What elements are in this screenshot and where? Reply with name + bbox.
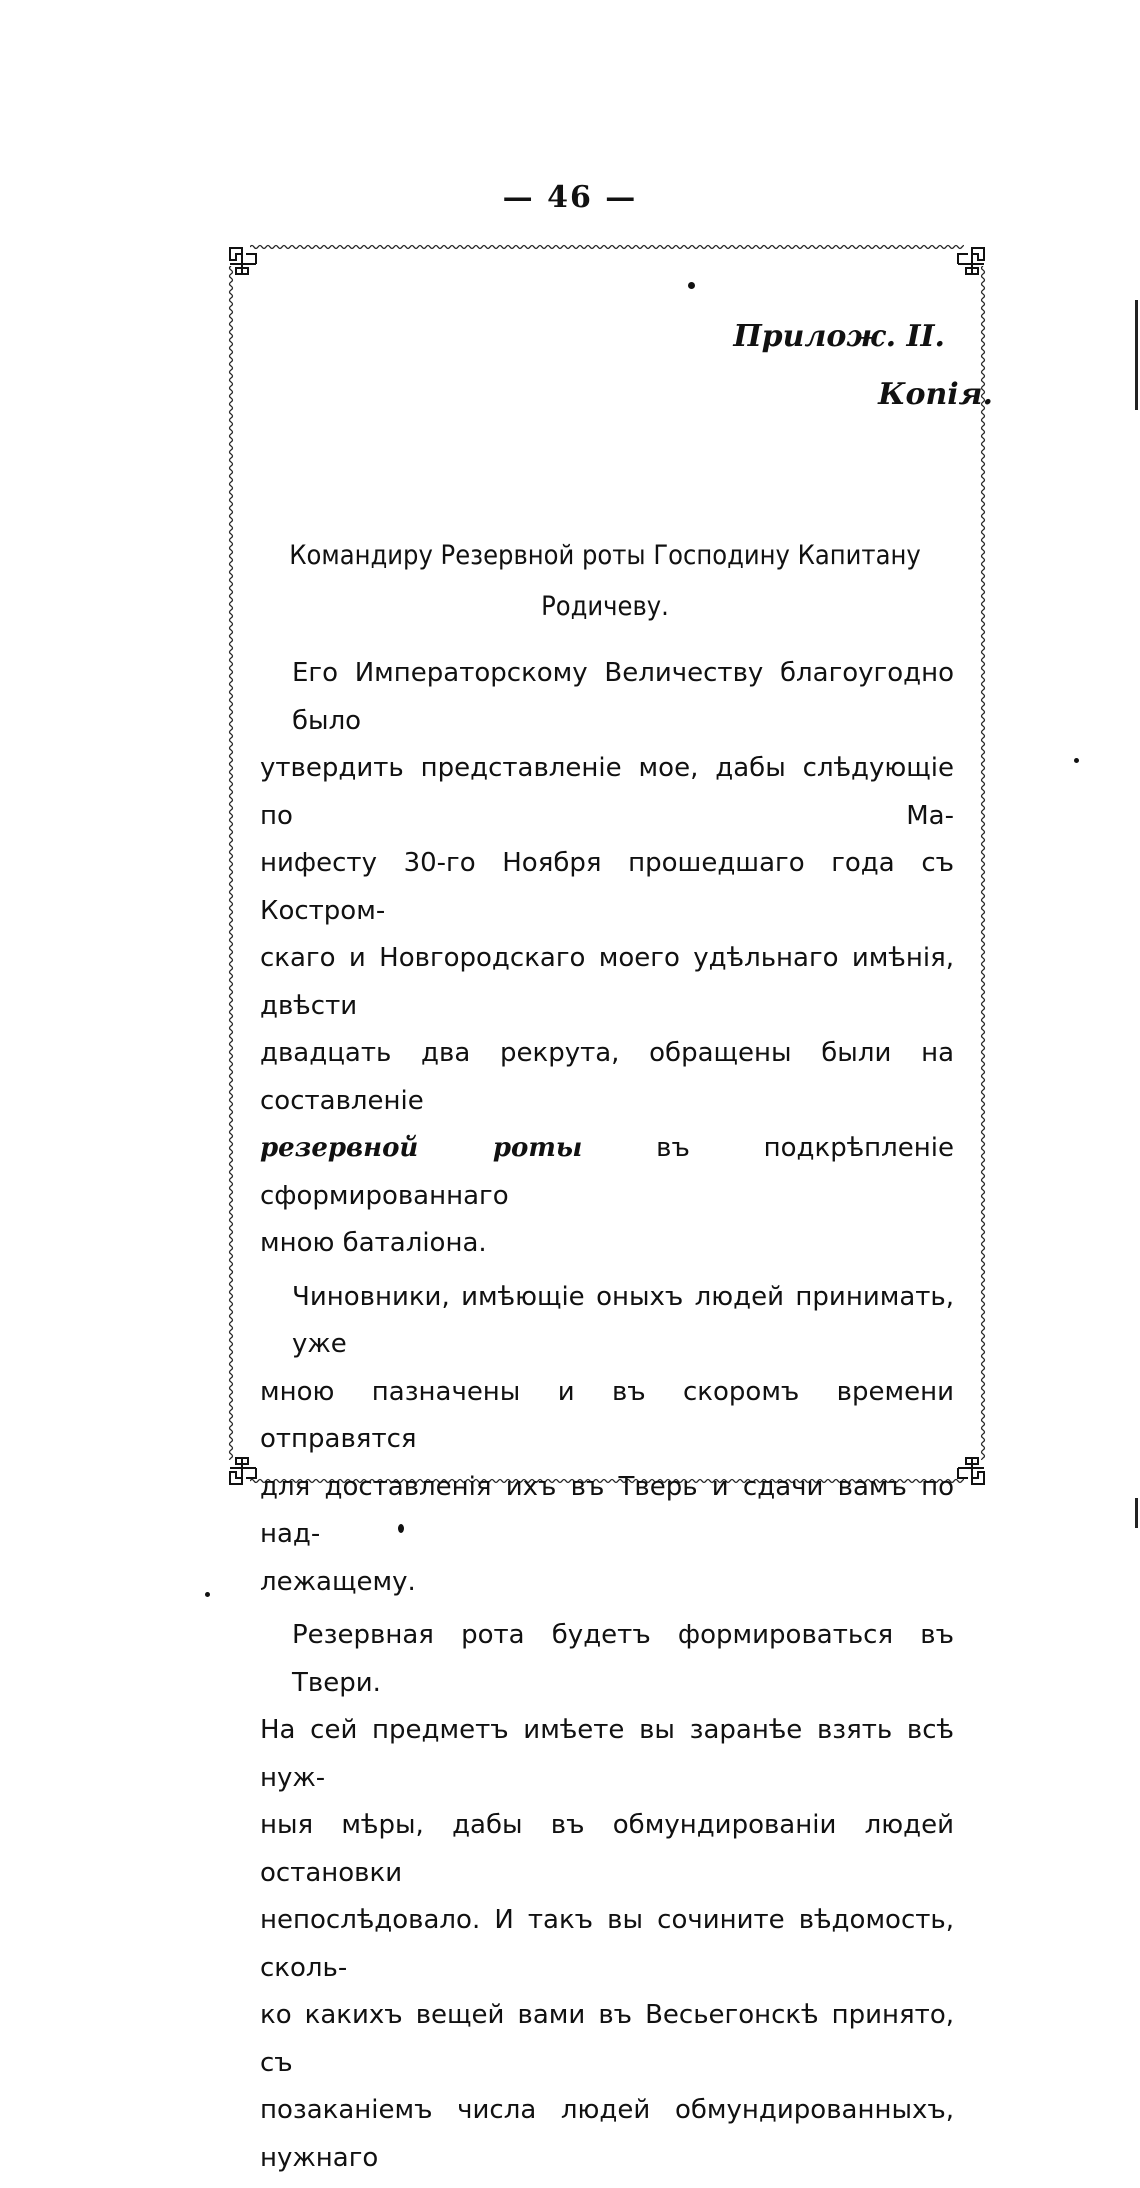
- text-line: непослѣдовало. И такъ вы сочините вѣдомость, сколь-: [260, 1905, 954, 1983]
- paragraph-3: [260, 1612, 954, 2182]
- frame-corner-ornament-icon: [226, 1454, 260, 1488]
- scan-speck: [1074, 758, 1079, 763]
- appendix-heading: [733, 308, 993, 424]
- addressee-line-1: Командиру Резервной роты Господину Капитану: [289, 540, 921, 571]
- text-line: для доставленія ихъ въ Тверь и сдачи вамъ по над-: [260, 1471, 954, 1549]
- text-line: Его Императорскому Величеству благоугодно было: [292, 658, 954, 736]
- addressee-line-2: Родичеву.: [541, 591, 669, 622]
- appendix-label: Прилож. II.: [733, 319, 945, 354]
- text-line: ко какихъ вещей вами въ Весьегонскѣ принято, съ: [260, 2000, 954, 2078]
- text-line: мною пазначены и въ скоромъ времени отправятся: [260, 1376, 954, 1454]
- italic-phrase: резервной роты: [260, 1133, 583, 1163]
- frame-corner-ornament-icon: [226, 244, 260, 278]
- text-line: ныя мѣры, дабы въ обмундированіи людей остановки: [260, 1810, 954, 1888]
- text-line: лежащему.: [260, 1566, 416, 1597]
- scan-speck: [205, 1592, 210, 1597]
- text-line: [260, 1125, 954, 1220]
- frame-top-border: [250, 242, 964, 252]
- frame-right-border: [978, 266, 988, 1460]
- text-fragment: въ подкрѣпленіе сформированнаго: [260, 1133, 954, 1211]
- text-line: позаканіемъ числа людей обмундированныхъ, нужнаго: [260, 2095, 954, 2173]
- scan-speck: [398, 1524, 404, 1533]
- scan-edge-mark: [1135, 1498, 1138, 1528]
- text-line: нифесту 30-го Ноября прошедшаго года съ Костром-: [260, 848, 954, 926]
- scan-speck: [688, 282, 695, 289]
- letter-body: [260, 650, 954, 2188]
- paragraph-1: [260, 650, 954, 1268]
- frame-corner-ornament-icon: [954, 1454, 988, 1488]
- addressee: [260, 530, 950, 632]
- copy-label: Копія.: [878, 377, 993, 412]
- text-line: Чиновники, имѣющіе оныхъ людей принимать, уже: [292, 1281, 954, 1359]
- text-line: скаго и Новгородскаго моего удѣльнаго имѣнія, двѣсти: [260, 943, 954, 1021]
- page-number: — 46 —: [502, 180, 638, 215]
- text-line: мною баталіона.: [260, 1228, 487, 1258]
- text-line: Резервная рота будетъ формироваться въ Твери.: [292, 1620, 954, 1698]
- text-line: двадцать два рекрута, обращены были на составленіе: [260, 1038, 954, 1116]
- frame-left-border: [226, 266, 236, 1460]
- frame-corner-ornament-icon: [954, 244, 988, 278]
- text-line: На сей предметъ имѣете вы заранѣе взять всѣ нуж-: [260, 1715, 954, 1793]
- scan-edge-mark: [1135, 300, 1138, 410]
- paragraph-2: [260, 1274, 954, 1607]
- text-line: утвердить представленіе мое, дабы слѣдующіе по Ма-: [260, 753, 954, 831]
